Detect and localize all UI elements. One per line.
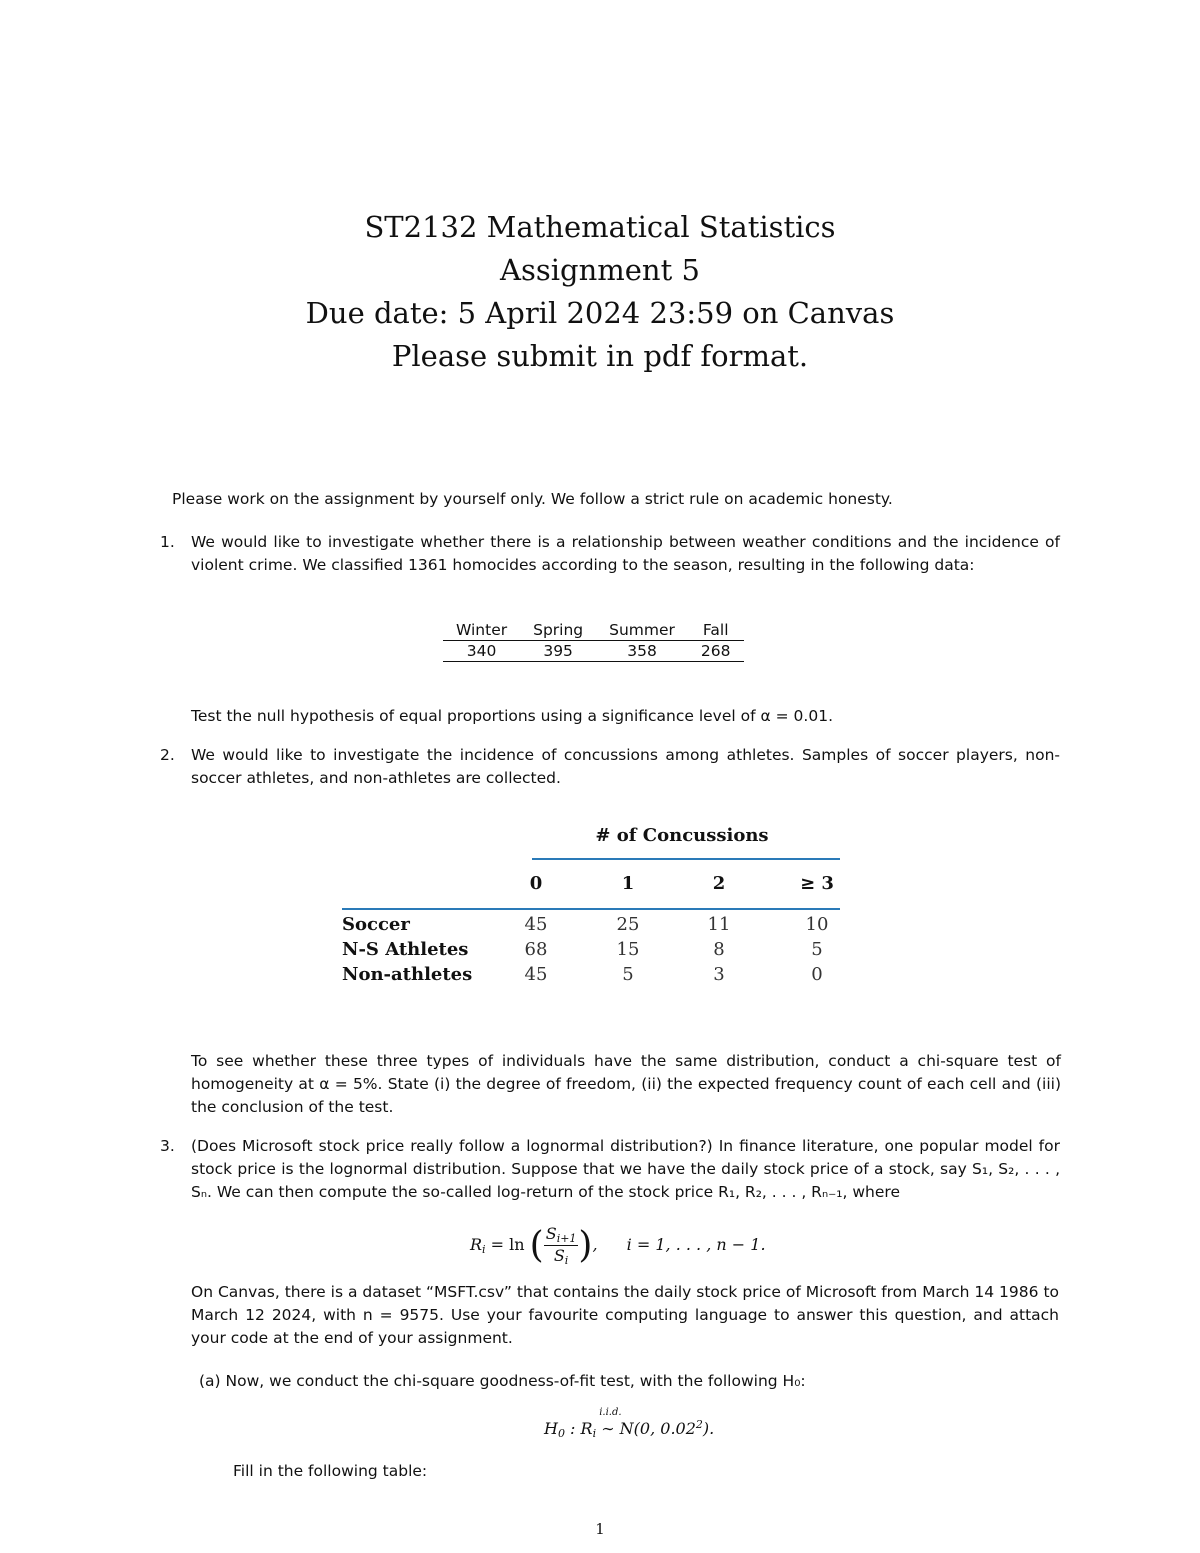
column-header: Fall: [702, 621, 729, 639]
question-2: [160, 744, 1060, 790]
divider: [532, 858, 840, 860]
question-1: [160, 531, 1060, 577]
table-cell: 3: [713, 964, 725, 985]
table-cell: 25: [616, 914, 640, 935]
table-cell: 358: [627, 642, 657, 660]
table-cell: 395: [543, 642, 573, 660]
table-cell: 0: [811, 964, 823, 985]
table-cell: 340: [466, 642, 497, 660]
log-return-formula: $R_i = \ln$ ( $\frac{S_{i+1}}{S_i}$ ), i = 1, . . . , n − 1.: [470, 1224, 766, 1267]
question-3: [160, 1135, 1060, 1204]
row-label: Soccer: [342, 914, 410, 935]
due-date: Due date: 5 April 2024 23:59 on Canvas: [305, 296, 895, 330]
table-cell: 268: [700, 642, 731, 660]
season-table: [443, 620, 744, 662]
part-a: [199, 1370, 1059, 1393]
table-cell: 68: [524, 939, 548, 960]
table-cell: 45: [524, 964, 548, 985]
fill-table-instruction: Fill in the following table:: [233, 1462, 428, 1480]
table-cell: 10: [805, 914, 829, 935]
table-cell: 45: [524, 914, 548, 935]
index-range: i = 1, . . . , n − 1.: [626, 1235, 766, 1254]
course-title: ST2132 Mathematical Statistics: [364, 210, 836, 244]
column-header: 0: [529, 873, 543, 894]
table-cell: 11: [707, 914, 731, 935]
question-2-task: To see whether these three types of individuals have the same distribution, conduct a chi-square test of homogeneity at α = 5%. State (i) the degree of freedom, (ii) the expected frequency count of each cell and (iii) the conclusion of the test.: [191, 1052, 1061, 1116]
document-title-block: [0, 206, 1200, 378]
question-number: 3.: [160, 1137, 175, 1155]
column-header: ≥ 3: [800, 873, 834, 894]
table-header-row: [443, 620, 744, 641]
question-text: (Does Microsoft stock price really follow a lognormal distribution?) In finance literature, one popular model for stock price is the lognormal distribution. Suppose that we have the daily stock price of a stock, say S₁, S₂, . . . , Sₙ. We can then compute the so-called log-return of the stock price R₁, R₂, . . . , Rₙ₋₁, where: [191, 1137, 1060, 1201]
row-label: Non-athletes: [342, 964, 473, 985]
divider: [342, 908, 840, 910]
page-number: 1: [595, 1520, 605, 1538]
concussion-table: [342, 822, 842, 992]
part-text: Now, we conduct the chi-square goodness-of-fit test, with the following H₀:: [225, 1372, 806, 1390]
part-label: (a): [199, 1372, 221, 1390]
table-cell: 8: [713, 939, 725, 960]
assignment-title: Assignment 5: [500, 253, 700, 287]
row-label: N-S Athletes: [342, 939, 469, 960]
column-header: Spring: [533, 621, 584, 639]
table-cell: 5: [811, 939, 823, 960]
column-header: 2: [712, 873, 726, 894]
question-number: 2.: [160, 746, 175, 764]
submission-note: Please submit in pdf format.: [391, 339, 809, 373]
honesty-note: Please work on the assignment by yourself only. We follow a strict rule on academic honesty.: [172, 490, 893, 508]
question-text: We would like to investigate whether there is a relationship between weather conditions and the incidence of violent crime. We classified 1361 homocides according to the season, resulting in the following data:: [191, 533, 1060, 574]
column-header: 1: [621, 873, 635, 894]
question-1-task: Test the null hypothesis of equal proportions using a significance level of α = 0.01.: [191, 707, 833, 725]
question-text: We would like to investigate the incidence of concussions among athletes. Samples of soccer players, non-soccer athletes, and non-athletes are collected.: [191, 746, 1060, 787]
null-hypothesis-formula: $H_0$ : $R_i$ i.i.d. ∼ N(0, 0.02$^2$).: [544, 1407, 715, 1440]
table-row: [443, 641, 744, 662]
column-header: Summer: [609, 621, 675, 639]
column-header: Winter: [456, 621, 508, 639]
question-number: 1.: [160, 533, 175, 551]
table-cell: 15: [616, 939, 640, 960]
table-title: # of Concussions: [595, 825, 769, 846]
dataset-description: On Canvas, there is a dataset “MSFT.csv” that contains the daily stock price of Microsoft from March 14 1986 to March 12 2024, with n = 9575. Use your favourite computing language to answer this question, and attach your code at the end of your assignment.: [191, 1283, 1059, 1347]
table-cell: 5: [622, 964, 634, 985]
